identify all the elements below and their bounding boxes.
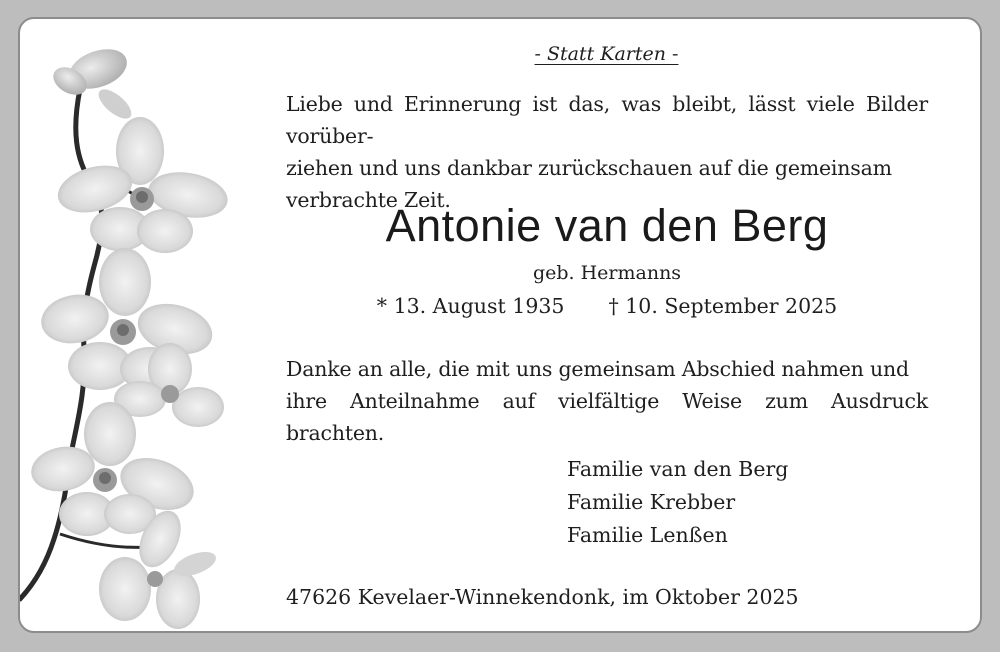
death-date: † 10. September 2025 [608, 294, 838, 318]
family-name: Familie Krebber [567, 490, 736, 514]
life-dates [286, 294, 928, 318]
intro-paragraph [286, 88, 928, 216]
thanks-line: Danke an alle, die mit uns gemeinsam Abschied nahmen und [286, 357, 909, 381]
heading-statt-karten: - Statt Karten - [534, 43, 679, 65]
thanks-line: ihre Anteilnahme auf vielfältige Weise zum Ausdruck brachten. [286, 389, 928, 445]
family-name: Familie van den Berg [567, 457, 789, 481]
place-and-date: 47626 Kevelaer-Winnekendonk, im Oktober 2025 [286, 585, 799, 609]
orchid-branch-illustration [20, 19, 260, 633]
deceased-name: Antonie van den Berg [385, 200, 829, 251]
birth-name: geb. Hermanns [532, 262, 682, 284]
family-signatures [567, 453, 788, 552]
intro-line: Liebe und Erinnerung ist das, was bleibt, lässt viele Bilder vorüber- [286, 92, 928, 148]
intro-line: ziehen und uns dankbar zurückschauen auf die gemeinsam [286, 156, 892, 180]
birth-date: * 13. August 1935 [376, 294, 565, 318]
intro-line: verbrachte Zeit. [286, 188, 451, 212]
family-name: Familie Lenßen [567, 523, 728, 547]
thanks-paragraph [286, 353, 928, 449]
